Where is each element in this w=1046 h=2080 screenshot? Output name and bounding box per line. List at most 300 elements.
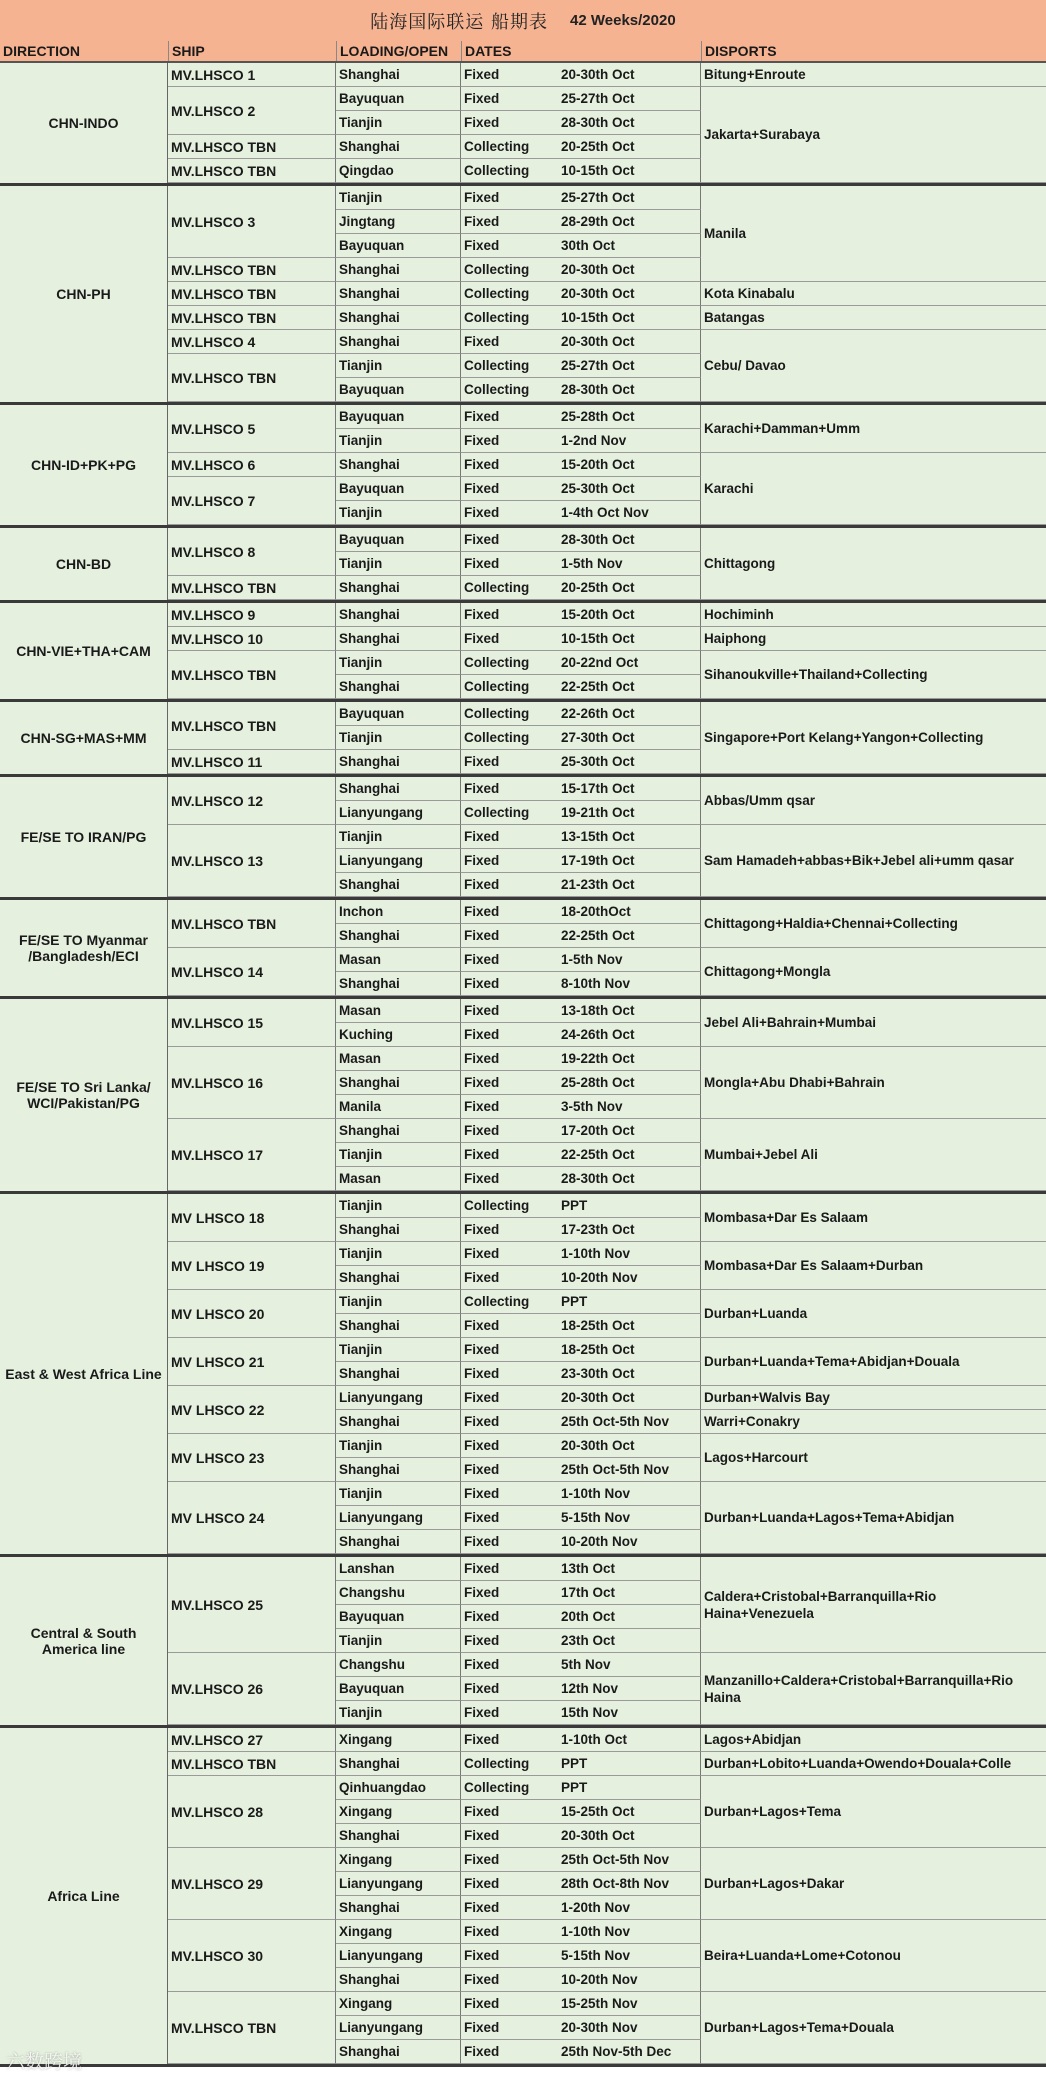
date-text: 15th Nov [561,1705,619,1720]
date-text: 25th Nov-5th Dec [561,2044,672,2059]
status-text: Collecting [464,286,530,301]
loading-port-cell: Shanghai [336,750,461,774]
date-text: 25th Oct-5th Nov [561,1462,670,1477]
date-text: 23-30th Oct [561,1366,635,1381]
ship-cell: MV.LHSCO 17 [168,1119,336,1191]
date-text: 8-10th Nov [561,976,631,991]
loading-port-cell: Tianjin [336,825,461,849]
dates-cell [461,210,701,234]
status-text: Collecting [464,358,530,373]
ship-cell: MV.LHSCO 12 [168,777,336,825]
ship-cell: MV.LHSCO 25 [168,1557,336,1653]
loading-port-cell: Lianyungang [336,801,461,825]
status-text: Fixed [464,1996,500,2011]
status-text: Fixed [464,67,500,82]
date-text: 28th Oct-8th Nov [561,1876,670,1891]
ship-cell: MV.LHSCO 26 [168,1653,336,1725]
status-text: Fixed [464,457,500,472]
ship-cell: MV.LHSCO 30 [168,1920,336,1992]
status-text: Fixed [464,1246,500,1261]
ship-cell: MV.LHSCO 11 [168,750,336,774]
date-text: 1-10th Nov [561,1924,631,1939]
date-text: 10-20th Nov [561,1534,638,1549]
status-text: Fixed [464,1852,500,1867]
loading-port-cell: Tianjin [336,186,461,210]
status-text: Fixed [464,481,500,496]
loading-port-cell: Bayuquan [336,378,461,402]
loading-port-cell: Tianjin [336,651,461,675]
ship-cell: MV LHSCO 23 [168,1434,336,1482]
date-text: 1-5th Nov [561,556,623,571]
dates-cell [461,1266,701,1290]
disports-cell: Durban+Lobito+Luanda+Owendo+Douala+Colle [701,1752,1046,1776]
dates-cell [461,651,701,675]
disports-cell: Durban+Luanda [701,1290,1046,1338]
direction-cell: CHN-INDO [0,63,168,183]
date-text: 10-15th Oct [561,163,635,178]
dates-cell [461,1290,701,1314]
ship-cell: MV.LHSCO TBN [168,1992,336,2064]
header-ship: SHIP [168,41,336,61]
date-text: 22-25th Oct [561,679,635,694]
route-group [0,603,1046,699]
route-group [0,528,1046,600]
disports-cell: Durban+Walvis Bay [701,1386,1046,1410]
dates-cell [461,552,701,576]
loading-port-cell: Masan [336,948,461,972]
disports-cell: Chittagong+Mongla [701,948,1046,996]
status-text: Fixed [464,1876,500,1891]
disports-cell: Mumbai+Jebel Ali [701,1119,1046,1191]
status-text: Fixed [464,1657,500,1672]
dates-cell [461,1218,701,1242]
status-text: Fixed [464,1438,500,1453]
loading-port-cell: Shanghai [336,1530,461,1554]
date-text: 17-19th Oct [561,853,635,868]
dates-cell [461,1776,701,1800]
loading-port-cell: Tianjin [336,354,461,378]
route-group [0,405,1046,525]
date-text: PPT [561,1780,588,1795]
date-text: 20-30th Oct [561,286,635,301]
ship-cell: MV.LHSCO 6 [168,453,336,477]
dates-cell [461,1677,701,1701]
loading-port-cell: Tianjin [336,1143,461,1167]
status-text: Fixed [464,853,500,868]
date-text: 5-15th Nov [561,1948,631,1963]
disports-cell: Mongla+Abu Dhabi+Bahrain [701,1047,1046,1119]
ship-cell: MV.LHSCO 3 [168,186,336,258]
loading-port-cell: Shanghai [336,1362,461,1386]
loading-port-cell: Shanghai [336,63,461,87]
date-text: 15-25th Oct [561,1804,635,1819]
dates-cell [461,1530,701,1554]
disports-cell: Manzanillo+Caldera+Cristobal+Barranquilla+Rio Haina [701,1653,1046,1725]
disports-cell: Chittagong+Haldia+Chennai+Collecting [701,900,1046,948]
dates-cell [461,453,701,477]
direction-cell: CHN-PH [0,186,168,402]
disports-cell: Mombasa+Dar Es Salaam+Durban [701,1242,1046,1290]
loading-port-cell: Bayuquan [336,528,461,552]
ship-cell: MV.LHSCO TBN [168,258,336,282]
loading-port-cell: Bayuquan [336,87,461,111]
dates-cell [461,306,701,330]
direction-cell: CHN-SG+MAS+MM [0,702,168,774]
loading-port-cell: Shanghai [336,777,461,801]
status-text: Fixed [464,2020,500,2035]
loading-port-cell: Bayuquan [336,702,461,726]
date-text: 10-15th Oct [561,310,635,325]
ship-cell: MV LHSCO 22 [168,1386,336,1434]
status-text: Fixed [464,1003,500,1018]
dates-cell [461,258,701,282]
date-text: 20-30th Oct [561,1438,635,1453]
dates-cell [461,1242,701,1266]
dates-cell [461,1701,701,1725]
status-text: Fixed [464,1222,500,1237]
dates-cell [461,1605,701,1629]
date-text: 20-25th Oct [561,580,635,595]
column-header-row [0,41,1046,63]
dates-cell [461,330,701,354]
status-text: Fixed [464,1342,500,1357]
date-text: 25-28th Oct [561,409,635,424]
loading-port-cell: Tianjin [336,1242,461,1266]
status-text: Fixed [464,1900,500,1915]
dates-cell [461,1143,701,1167]
disports-cell: Durban+Lagos+Dakar [701,1848,1046,1920]
status-text: Collecting [464,805,530,820]
date-text: 13th Oct [561,1561,616,1576]
direction-cell: Africa Line [0,1728,168,2064]
status-text: Fixed [464,952,500,967]
dates-cell [461,576,701,600]
loading-port-cell: Shanghai [336,627,461,651]
dates-cell [461,528,701,552]
status-text: Fixed [464,1561,500,1576]
loading-port-cell: Manila [336,1095,461,1119]
dates-cell [461,801,701,825]
date-text: 15-20th Oct [561,457,635,472]
loading-port-cell: Tianjin [336,501,461,525]
disports-cell: Jakarta+Surabaya [701,87,1046,183]
status-text: Fixed [464,1366,500,1381]
date-text: 10-20th Nov [561,1972,638,1987]
dates-cell [461,825,701,849]
loading-port-cell: Tianjin [336,552,461,576]
direction-cell: FE/SE TO Myanmar /Bangladesh/ECI [0,900,168,996]
date-text: 13-15th Oct [561,829,635,844]
dates-cell [461,900,701,924]
ship-cell: MV LHSCO 19 [168,1242,336,1290]
direction-cell: East & West Africa Line [0,1194,168,1554]
loading-port-cell: Shanghai [336,282,461,306]
dates-cell [461,1119,701,1143]
loading-port-cell: Lianyungang [336,1506,461,1530]
date-text: 20-30th Oct [561,67,635,82]
dates-cell [461,159,701,183]
date-text: 5th Nov [561,1657,611,1672]
loading-port-cell: Shanghai [336,135,461,159]
loading-port-cell: Lanshan [336,1557,461,1581]
loading-port-cell: Changshu [336,1653,461,1677]
dates-cell [461,2040,701,2064]
date-text: 1-2nd Nov [561,433,627,448]
status-text: Fixed [464,1804,500,1819]
ship-cell: MV.LHSCO 29 [168,1848,336,1920]
status-text: Fixed [464,631,500,646]
loading-port-cell: Xingang [336,1992,461,2016]
disports-cell: Karachi [701,453,1046,525]
dates-cell [461,1896,701,1920]
disports-cell: Karachi+Damman+Umm [701,405,1046,453]
title-main: 陆海国际联运 船期表 [370,11,549,33]
dates-cell [461,1167,701,1191]
status-text: Fixed [464,1462,500,1477]
dates-cell [461,1362,701,1386]
status-text: Collecting [464,1294,530,1309]
dates-cell [461,948,701,972]
ship-cell: MV.LHSCO TBN [168,159,336,183]
date-text: 1-4th Oct Nov [561,505,649,520]
date-text: 28-30th Oct [561,115,635,130]
disports-cell: Haiphong [701,627,1046,651]
disports-cell: Kota Kinabalu [701,282,1046,306]
loading-port-cell: Masan [336,1167,461,1191]
date-text: 18-25th Oct [561,1342,635,1357]
loading-port-cell: Tianjin [336,1629,461,1653]
loading-port-cell: Shanghai [336,972,461,996]
date-text: 24-26th Oct [561,1027,635,1042]
loading-port-cell: Shanghai [336,2040,461,2064]
date-text: 20-25th Oct [561,139,635,154]
ship-cell: MV LHSCO 18 [168,1194,336,1242]
loading-port-cell: Qingdao [336,159,461,183]
disports-cell: Beira+Luanda+Lome+Cotonou [701,1920,1046,1992]
disports-cell: Durban+Luanda+Tema+Abidjan+Douala [701,1338,1046,1386]
ship-cell: MV.LHSCO 16 [168,1047,336,1119]
dates-cell [461,1314,701,1338]
status-text: Fixed [464,409,500,424]
direction-cell: FE/SE TO Sri Lanka/ WCI/Pakistan/PG [0,999,168,1191]
dates-cell [461,1410,701,1434]
dates-cell [461,63,701,87]
date-text: 15-25th Nov [561,1996,638,2011]
loading-port-cell: Masan [336,999,461,1023]
dates-cell [461,999,701,1023]
ship-cell: MV LHSCO 20 [168,1290,336,1338]
loading-port-cell: Tianjin [336,429,461,453]
dates-cell [461,282,701,306]
date-text: 25-27th Oct [561,91,635,106]
status-text: Collecting [464,1198,530,1213]
status-text: Collecting [464,139,530,154]
route-group [0,1728,1046,2064]
date-text: 20-30th Oct [561,1828,635,1843]
loading-port-cell: Bayuquan [336,1605,461,1629]
loading-port-cell: Lianyungang [336,1386,461,1410]
ship-cell: MV.LHSCO 13 [168,825,336,897]
status-text: Fixed [464,1732,500,1747]
route-group [0,186,1046,402]
ship-cell: MV.LHSCO 1 [168,63,336,87]
loading-port-cell: Tianjin [336,1290,461,1314]
dates-cell [461,1071,701,1095]
date-text: 25-30th Oct [561,754,635,769]
route-group [0,702,1046,774]
loading-port-cell: Shanghai [336,1071,461,1095]
loading-port-cell: Xingang [336,1800,461,1824]
date-text: 22-26th Oct [561,706,635,721]
loading-port-cell: Shanghai [336,675,461,699]
status-text: Fixed [464,115,500,130]
loading-port-cell: Lianyungang [336,1944,461,1968]
loading-port-cell: Bayuquan [336,405,461,429]
date-text: 17th Oct [561,1585,616,1600]
loading-port-cell: Shanghai [336,603,461,627]
date-text: 28-30th Oct [561,1171,635,1186]
ship-cell: MV.LHSCO 10 [168,627,336,651]
dates-cell [461,849,701,873]
loading-port-cell: Xingang [336,1920,461,1944]
date-text: 28-30th Oct [561,532,635,547]
ship-cell: MV.LHSCO 28 [168,1776,336,1848]
loading-port-cell: Bayuquan [336,1677,461,1701]
status-text: Fixed [464,928,500,943]
date-text: 25-27th Oct [561,190,635,205]
dates-cell [461,1482,701,1506]
date-text: 25-28th Oct [561,1075,635,1090]
date-text: 12th Nov [561,1681,619,1696]
dates-cell [461,186,701,210]
ship-cell: MV.LHSCO TBN [168,282,336,306]
status-text: Fixed [464,1510,500,1525]
status-text: Collecting [464,262,530,277]
loading-port-cell: Shanghai [336,258,461,282]
status-text: Fixed [464,1147,500,1162]
dates-cell [461,354,701,378]
date-text: 30th Oct [561,238,616,253]
route-group [0,999,1046,1191]
loading-port-cell: Qinhuangdao [336,1776,461,1800]
loading-port-cell: Shanghai [336,576,461,600]
loading-port-cell: Shanghai [336,873,461,897]
date-text: 18-25th Oct [561,1318,635,1333]
date-text: 15-20th Oct [561,607,635,622]
disports-cell: Mombasa+Dar Es Salaam [701,1194,1046,1242]
direction-cell: CHN-VIE+THA+CAM [0,603,168,699]
disports-cell: Bitung+Enroute [701,63,1046,87]
date-text: 15-17th Oct [561,781,635,796]
disports-cell: Singapore+Port Kelang+Yangon+Collecting [701,702,1046,774]
date-text: 25th Oct-5th Nov [561,1414,670,1429]
status-text: Fixed [464,1585,500,1600]
status-text: Collecting [464,163,530,178]
ship-cell: MV.LHSCO 14 [168,948,336,996]
loading-port-cell: Shanghai [336,1968,461,1992]
ship-cell: MV.LHSCO 4 [168,330,336,354]
date-text: PPT [561,1756,588,1771]
loading-port-cell: Tianjin [336,1338,461,1362]
loading-port-cell: Kuching [336,1023,461,1047]
date-text: 3-5th Nov [561,1099,623,1114]
status-text: Fixed [464,2044,500,2059]
dates-cell [461,477,701,501]
date-text: 27-30th Oct [561,730,635,745]
dates-cell [461,1095,701,1119]
date-text: 25th Oct-5th Nov [561,1852,670,1867]
status-text: Collecting [464,1780,530,1795]
dates-cell [461,87,701,111]
date-text: 20-30th Oct [561,262,635,277]
dates-cell [461,1581,701,1605]
status-text: Fixed [464,214,500,229]
status-text: Fixed [464,334,500,349]
status-text: Fixed [464,1948,500,1963]
dates-cell [461,1944,701,1968]
loading-port-cell: Xingang [336,1728,461,1752]
date-text: 1-10th Oct [561,1732,628,1747]
dates-cell [461,777,701,801]
dates-cell [461,603,701,627]
status-text: Fixed [464,1390,500,1405]
dates-cell [461,1506,701,1530]
loading-port-cell: Tianjin [336,1701,461,1725]
dates-cell [461,1800,701,1824]
date-text: 22-25th Oct [561,928,635,943]
date-text: 1-5th Nov [561,952,623,967]
status-text: Fixed [464,1924,500,1939]
status-text: Collecting [464,580,530,595]
loading-port-cell: Tianjin [336,1434,461,1458]
status-text: Fixed [464,1972,500,1987]
loading-port-cell: Bayuquan [336,234,461,258]
loading-port-cell: Xingang [336,1848,461,1872]
date-text: 21-23th Oct [561,877,635,892]
date-text: 28-29th Oct [561,214,635,229]
status-text: Fixed [464,1633,500,1648]
ship-cell: MV.LHSCO 27 [168,1728,336,1752]
dates-cell [461,1653,701,1677]
status-text: Collecting [464,730,530,745]
status-text: Fixed [464,976,500,991]
direction-cell: FE/SE TO IRAN/PG [0,777,168,897]
disports-cell: Manila [701,186,1046,282]
loading-port-cell: Inchon [336,900,461,924]
date-text: 20-22nd Oct [561,655,639,670]
status-text: Fixed [464,1681,500,1696]
dates-cell [461,1968,701,1992]
direction-cell: CHN-BD [0,528,168,600]
loading-port-cell: Lianyungang [336,1872,461,1896]
dates-cell [461,234,701,258]
dates-cell [461,135,701,159]
status-text: Collecting [464,679,530,694]
ship-cell: MV.LHSCO 15 [168,999,336,1047]
status-text: Fixed [464,238,500,253]
route-group [0,777,1046,897]
disports-cell: Cebu/ Davao [701,330,1046,402]
date-text: 10-20th Nov [561,1270,638,1285]
date-text: 1-10th Nov [561,1246,631,1261]
date-text: 5-15th Nov [561,1510,631,1525]
dates-cell [461,1920,701,1944]
status-text: Fixed [464,190,500,205]
disports-cell: Durban+Lagos+Tema [701,1776,1046,1848]
disports-cell: Sam Hamadeh+abbas+Bik+Jebel ali+umm qasar [701,825,1046,897]
loading-port-cell: Jingtang [336,210,461,234]
status-text: Fixed [464,1171,500,1186]
